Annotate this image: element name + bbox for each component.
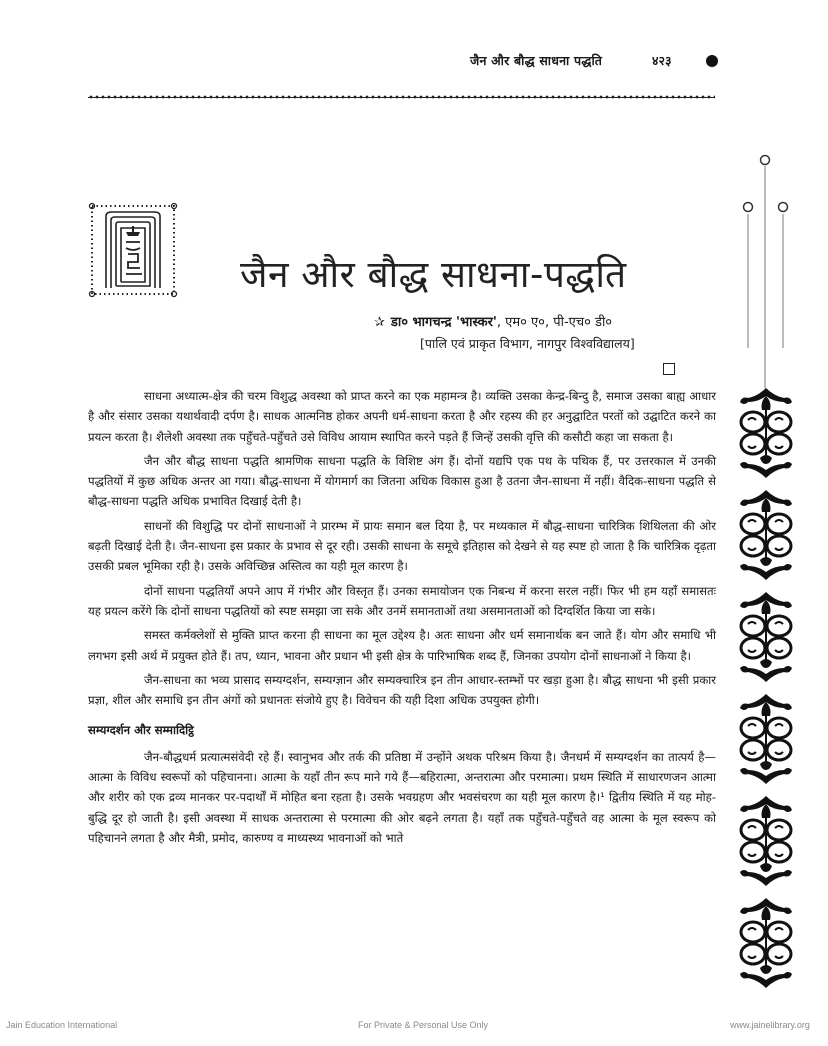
bullet-dot-icon [706,55,718,67]
section-heading: सम्यग्दर्शन और सम्मादिट्ठि [88,723,194,738]
margin-ornament-column [736,148,816,1008]
page-number: ४२३ [652,53,672,68]
footer-publisher: Jain Education International [6,1020,118,1030]
paragraph: दोनों साधना पद्धतियाँ अपने आप में गंभीर और विस्तृत हैं। उनका समायोजन एक निबन्ध में करना सरल नहीं। फिर भी हम यहाँ समासतः यह प्रयत्न करेंगे कि दोनों साधना पद्धतियों को स्पष्ट समझा जा सके और उनमें समानताओं तथा असमानताओं को दिग्दर्शित किया जा सके। [88,583,716,618]
author-name: डा० भागचन्द्र 'भास्कर' [390,315,497,330]
star-icon: ✰ [374,315,385,330]
author-line [374,312,612,330]
article-body [88,386,716,852]
paragraph: समस्त कर्मक्लेशों से मुक्ति प्राप्त करना ही साधना का मूल उद्देश्य है। अतः साधना और धर्म समानार्थक बन जाते हैं। योग और समाधि भी लगभग इसी अर्थ में प्रयुक्त होते हैं। तप, ध्यान, भावना और प्रधान भी इसी क्षेत्र के पारिभाषिक शब्द हैं, जिनका उपयोग दोनों साधनाओं ने किया है। [88,628,716,663]
paragraph: जैन-साधना का भव्य प्रासाद सम्यग्दर्शन, सम्यग्ज्ञान और सम्यक्चारित्र इन तीन आधार-स्तम्भों पर खड़ा हुआ है। बौद्ध साधना भी इसी प्रकार प्रज्ञा, शील और समाधि इन तीन अंगों को प्रधानतः संजोये हुए है। विवेचन की यही दिशा अधिक उपयुक्त होगी। [88,672,716,708]
emblem-seal-icon [88,202,178,298]
square-marker-icon [663,363,675,375]
footer-usage-note: For Private & Personal Use Only [358,1020,489,1030]
paragraph: जैन और बौद्ध साधना पद्धति श्रामणिक साधना पद्धति के विशिष्ट अंग हैं। दोनों यद्यपि एक पथ के पथिक हैं, पर उत्तरकाल में उनकी पद्धतियों में कुछ अधिक अन्तर आ गया। बौद्ध-साधना में योगमार्ग का जितना अधिक विकास हुआ है उतना जैन-साधना में नहीं। वैदिक-साधना पद्धति से बौद्ध-साधना पद्धति अधिक प्रभावित दिखाई देती है। [88,453,716,509]
paragraph: साधना अध्यात्म-क्षेत्र की चरम विशुद्ध अवस्था को प्राप्त करने का एक महामन्त्र है। व्यक्ति उसका केन्द्र-बिन्दु है, समाज उसका बाह्य आधार है और संसार उसका यथार्थवादी दर्पण है। साधक आत्मनिष्ठ होकर अपनी धर्म-साधना करता है और रहस्य की हर अनुद्घाटित परतों को उद्घाटित करने का प्रयत्न करता है। शैलेशी अवस्था तक पहुँचते-पहुँचते उसे विविध आयाम स्थापित करने पड़ते हैं जिन्हें उसकी वृत्ति की कसौटी कहा जा सकता है। [88,389,716,444]
footer-website-link[interactable]: www.jainelibrary.org [730,1020,810,1030]
article-title: जैन और बौद्ध साधना-पद्धति [240,252,627,296]
author-degrees: , एम० ए०, पी-एच० डी० [496,315,613,330]
decorative-rule [88,94,715,100]
paragraph: जैन-बौद्धधर्म प्रत्यात्मसंवेदी रहे हैं। स्वानुभव और तर्क की प्रतिष्ठा में उन्होंने अथक परिश्रम किया है। जैनधर्म में सम्यग्दर्शन का तात्पर्य है—आत्मा के विविध स्वरूपों को पहिचानना। आत्मा के यहाँ तीन रूप माने गये हैं—बहिरात्मा, अन्तरात्मा और परमात्मा। प्रथम स्थिति में साधारणजन आत्मा और शरीर को एक द्रव्य मानकर पर-पदार्थों में मोहित बना रहता है। उसके भवग्रहण और भवसंचरण का यही मूल कारण है।¹ द्वितीय स्थिति में यह मोह-बुद्धि दूर हो जाती है। इसी अवस्था में साधक अन्तरात्मा से परमात्मा की ओर बढ़ने लगता है। यहाँ तक पहुँचते-पहुँचते वह आत्मा के मूल स्वरूप को पहिचानने लगता है और मैत्री, प्रमोद, कारुण्य व माध्यस्थ्य भावनाओं को भाते [88,749,716,845]
running-head: जैन और बौद्ध साधना पद्धति [470,53,603,68]
paragraph: साधनों की विशुद्धि पर दोनों साधनाओं ने प्रारम्भ में प्रायः समान बल दिया है, पर मध्यकाल में बौद्ध-साधना चारित्रिक शिथिलता की ओर बढ़ती दिखाई देती है। जैन-साधना इस प्रकार के प्रभाव से दूर रही। उसकी साधना के समूचे इतिहास को देखने से यह स्पष्ट हो जाता है कि चारित्रिक दृढ़ता उसकी प्रबल भूमिका रही है। उसके अविच्छिन्न अस्तित्व का यही मूल कारण है। [88,518,716,574]
author-affiliation: [पालि एवं प्राकृत विभाग, नागपुर विश्वविद्यालय] [420,336,635,351]
